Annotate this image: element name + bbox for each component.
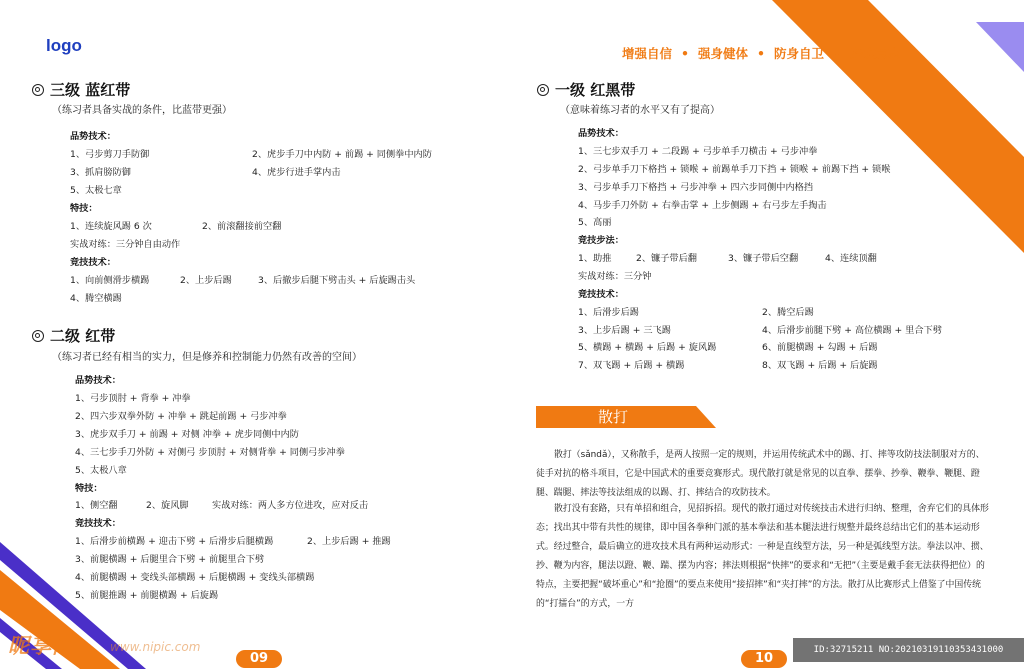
list-item: 7、双飞踢 + 后踢 + 横踢 — [578, 360, 685, 371]
list-item: 4、虎步行进手掌内击 — [252, 167, 341, 178]
list-item: 5、横踢 + 横踢 + 后踢 + 旋风踢 — [578, 342, 717, 353]
label: 品势技术： — [578, 128, 624, 139]
list-item: 4、前腿横踢 + 变线头部横踢 + 后腿横踢 + 变线头部横踢 — [75, 572, 315, 583]
watermark-url: www.nipic.com — [110, 640, 201, 654]
orange-corner-stripe — [772, 0, 1024, 253]
list-item: 1、弓步顶肘 + 背拳 + 冲拳 — [75, 393, 191, 404]
list-item: 实战对练：两人多方位进攻，应对反击 — [212, 500, 369, 511]
list-item: 2、虎步手刀中内防 + 前踢 + 同侧拳中内防 — [252, 149, 432, 160]
label: 特技： — [70, 203, 98, 214]
list-item: 2、四六步双拳外防 + 冲拳 + 跳起前踢 + 弓步冲拳 — [75, 411, 287, 422]
slogan-dot: • — [757, 46, 766, 61]
section-title-level2 — [32, 325, 115, 346]
label: 竞技技术： — [75, 518, 121, 529]
page-number: 09 — [236, 650, 282, 668]
list-item: 1、连续旋风踢 6 次 — [70, 221, 152, 232]
list-item: 1、侧空翻 — [75, 500, 118, 511]
list-item: 2、上步后踢 — [180, 275, 232, 286]
slogan-dot: • — [681, 46, 690, 61]
watermark-logo: 昵享网 — [8, 634, 74, 658]
slogan-dot: • — [833, 46, 842, 61]
label: 特技： — [75, 483, 103, 494]
list-item: 2、镰子带后翻 — [636, 253, 697, 264]
paragraph: 散打（sǎndǎ），又称散手，是两人按照一定的规则，并运用传统武术中的踢、打、摔等攻防技法制服对方的、徒手对抗的格斗项目，它是中国武术的重要竞赛形式。现代散打就是常见的以直拳、摆拳、抄拳、鞭拳、鞭腿、蹬腿、踹腿、摔法等技法组成的以踢、打、摔结合的攻防技术。 — [536, 450, 985, 498]
list-item: 6、前腿横踢 + 勾踢 + 后踢 — [762, 342, 878, 353]
purple-corner-triangle — [976, 22, 1024, 72]
page-number: 10 — [741, 650, 787, 668]
list-item: 3、镰子带后空翻 — [728, 253, 799, 264]
list-item: 2、前滚翻接前空翻 — [202, 221, 282, 232]
list-item: 1、三七步双手刀 + 二段踢 + 弓步单手刀横击 + 弓步冲拳 — [578, 146, 818, 157]
list-item: 3、虎步双手刀 + 前踢 + 对侧 冲拳 + 虎步同侧中内防 — [75, 429, 299, 440]
list-item: 5、太极八章 — [75, 465, 127, 476]
list-item: 3、上步后踢 + 三飞踢 — [578, 325, 671, 336]
list-item: 2、旋风脚 — [146, 500, 189, 511]
circle-bullet-icon — [32, 330, 44, 342]
section-title-text: 二级 红带 — [50, 327, 116, 345]
list-item: 5、高丽 — [578, 217, 612, 228]
list-item: 8、双飞踢 + 后踢 + 后旋踢 — [762, 360, 878, 371]
section-title-text: 三级 蓝红带 — [50, 81, 131, 99]
slogan — [622, 44, 900, 62]
slogan-item: 防身自卫 — [774, 46, 825, 61]
list-item: 4、连续顶翻 — [825, 253, 877, 264]
list-item: 实战对练：三分钟自由动作 — [70, 239, 181, 250]
list-item: 3、后撤步后腿下劈击头 + 后旋踢击头 — [258, 275, 416, 286]
slogan-item: 强身健体 — [698, 46, 749, 61]
image-id-stamp: ID:32715211 NO:20210319110353431000 — [793, 638, 1024, 662]
list-item: 3、弓步单手刀下格挡 + 弓步冲拳 + 四六步同侧中内格挡 — [578, 182, 814, 193]
list-item: 3、前腿横踢 + 后腿里合下劈 + 前腿里合下劈 — [75, 554, 265, 565]
label: 竞技技术： — [70, 257, 116, 268]
list-item: 1、后滑步后踢 — [578, 307, 639, 318]
section-note: （练习者具备实战的条件，比蓝带更强） — [52, 105, 232, 116]
list-item: 1、助推 — [578, 253, 612, 264]
section-note: （意味着练习者的水平又有了提高） — [560, 105, 720, 116]
label: 品势技术： — [70, 131, 116, 142]
list-item: 5、前腿推踢 + 前腿横踢 + 后旋踢 — [75, 590, 219, 601]
slogan-item: 磨炼意志 — [850, 46, 901, 61]
section-title-level1 — [537, 79, 635, 100]
paragraph: 散打没有套路，只有单招和组合，见招拆招。现代的散打通过对传统技击术进行归纳、整理，舍弃它们的具体形态；找出其中带有共性的规律，即中国各拳种门派的基本拳法和基本腿法进行规整并最终总结出它们的基本运动形式。经过整合，最后确立的进攻技术具有两种运动形式：一种是直线型方法，另一种是弧线型方法。拳法以冲、掼、抄、鞭为内容，腿法以蹬、鞭、踹、摆为内容；摔法则根据“快摔”的要求和“无把”（主要是戴手套无法获得把位）的特点，主要把握“破坏重心”和“抢圈”的要点来使用“接招摔”和“夹打摔”的方法。散打从比赛形式上借鉴了中国传统的“打擂台”的方式，一方 — [536, 504, 989, 609]
list-item: 4、后滑步前腿下劈 + 高位横踢 + 里合下劈 — [762, 325, 942, 336]
section-note: （练习者已经有相当的实力，但是修养和控制能力仍然有改善的空间） — [52, 352, 362, 363]
list-item: 3、抓肩膀防御 — [70, 167, 131, 178]
list-item: 1、后滑步前横踢 + 迎击下劈 + 后滑步后腿横踢 — [75, 536, 274, 547]
section-banner-title: 散打 — [598, 408, 629, 426]
logo: logo — [46, 36, 82, 55]
list-item: 2、腾空后踢 — [762, 307, 814, 318]
label: 品势技术： — [75, 375, 121, 386]
list-item: 5、太极七章 — [70, 185, 122, 196]
section-title-level3 — [32, 79, 130, 100]
list-item: 2、上步后踢 + 推踢 — [307, 536, 391, 547]
list-item: 4、三七步手刀外防 + 对侧弓 步顶肘 + 对侧背拳 + 同侧弓步冲拳 — [75, 447, 345, 458]
list-item: 4、马步手刀外防 + 右拳击掌 + 上步侧踢 + 右弓步左手掏击 — [578, 200, 827, 211]
list-item: 1、向前侧滑步横踢 — [70, 275, 150, 286]
circle-bullet-icon — [537, 84, 549, 96]
list-item: 2、弓步单手刀下格挡 + 锁喉 + 前踢单手刀下挡 + 锁喉 + 前踢下挡 + 锁喉 — [578, 164, 891, 175]
circle-bullet-icon — [32, 84, 44, 96]
label: 竞技技术： — [578, 289, 624, 300]
section-title-text: 一级 红黑带 — [555, 81, 636, 99]
list-item: 1、弓步剪刀手防御 — [70, 149, 150, 160]
label: 竞技步法： — [578, 235, 624, 246]
list-item: 4、腾空横踢 — [70, 293, 122, 304]
list-item: 实战对练：三分钟 — [578, 271, 652, 282]
slogan-item: 增强自信 — [622, 46, 673, 61]
